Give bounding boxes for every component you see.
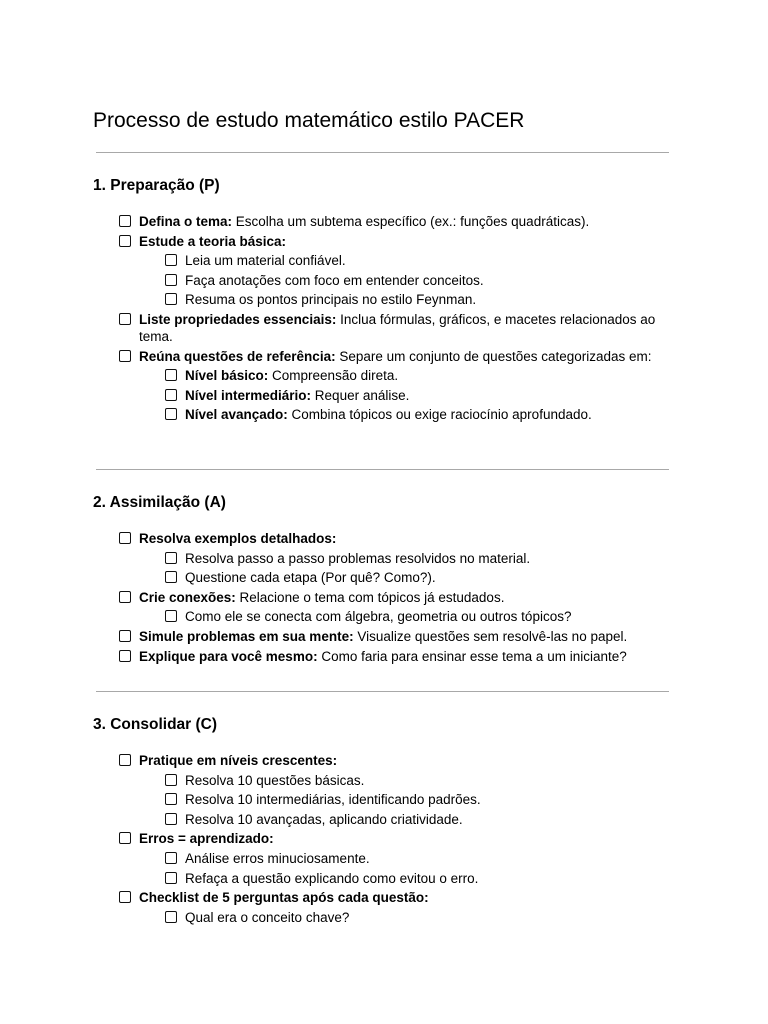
- checklist-item: [93, 648, 673, 665]
- checklist-subitem: [93, 811, 673, 828]
- checklist-subitem: [93, 850, 673, 867]
- divider: [96, 691, 669, 692]
- checkbox[interactable]: [119, 313, 131, 325]
- checkbox[interactable]: [165, 274, 177, 286]
- item-text: Qual era o conceito chave?: [185, 909, 350, 925]
- item-label: Resolva exemplos detalhados:: [139, 531, 337, 546]
- checkbox[interactable]: [165, 254, 177, 266]
- item-text: Relacione o tema com tópicos já estudados.: [235, 589, 505, 605]
- checklist-item: [93, 311, 671, 345]
- item-text: Análise erros minuciosamente.: [185, 850, 370, 866]
- item-label: Nível básico:: [185, 368, 269, 384]
- checkbox[interactable]: [119, 650, 131, 662]
- checklist-subitem: [93, 252, 673, 269]
- checkbox[interactable]: [119, 891, 131, 903]
- checkbox[interactable]: [165, 408, 177, 420]
- item-text: Resolva 10 questões básicas.: [185, 772, 365, 788]
- item-text: Requer análise.: [311, 387, 410, 403]
- checklist-item: [93, 628, 673, 645]
- checklist-preparacao: [93, 213, 673, 426]
- item-text: Resolva 10 avançadas, aplicando criatividade.: [185, 811, 463, 827]
- checkbox[interactable]: [165, 774, 177, 786]
- item-text: Faça anotações com foco em entender conceitos.: [185, 272, 484, 288]
- document-title: Processo de estudo matemático estilo PACER: [93, 109, 525, 132]
- checkbox[interactable]: [119, 215, 131, 227]
- checkbox[interactable]: [119, 754, 131, 766]
- checklist-subitem: [93, 870, 673, 887]
- item-text: Compreensão direta.: [268, 368, 399, 384]
- checklist-consolidar: [93, 752, 673, 928]
- item-text: Combina tópicos ou exige raciocínio aprofundado.: [287, 407, 592, 423]
- item-label: Pratique em níveis crescentes:: [139, 753, 338, 768]
- section-heading-assimilacao: 2. Assimilação (A): [93, 494, 226, 511]
- item-text: Inclua fórmulas, gráficos, e macetes relacionados ao tema.: [139, 311, 656, 344]
- checkbox[interactable]: [119, 832, 131, 844]
- checklist-subitem: [93, 569, 673, 586]
- item-label: Reúna questões de referência:: [139, 348, 336, 364]
- item-text: Visualize questões sem resolvê-las no papel.: [353, 628, 628, 644]
- item-text: Como ele se conecta com álgebra, geometria ou outros tópicos?: [185, 609, 572, 625]
- checkbox[interactable]: [165, 852, 177, 864]
- item-text: Como faria para ensinar esse tema a um iniciante?: [317, 648, 627, 664]
- checkbox[interactable]: [119, 350, 131, 362]
- section-heading-preparacao: 1. Preparação (P): [93, 177, 220, 194]
- item-text: Questione cada etapa (Por quê? Como?).: [185, 570, 436, 586]
- item-label: Nível intermediário:: [185, 387, 312, 403]
- checkbox[interactable]: [165, 911, 177, 923]
- item-text: Resolva passo a passo problemas resolvidos no material.: [185, 550, 531, 566]
- checkbox[interactable]: [165, 389, 177, 401]
- checklist-item: [93, 752, 673, 769]
- checklist-subitem: [93, 291, 673, 308]
- checkbox[interactable]: [119, 630, 131, 642]
- item-text: Escolha um subtema específico (ex.: funções quadráticas).: [232, 214, 590, 229]
- checklist-subitem: [93, 387, 673, 404]
- checklist-subitem: [93, 772, 673, 789]
- item-label: Defina o tema:: [139, 214, 233, 229]
- item-label: Liste propriedades essenciais:: [139, 311, 337, 327]
- checklist-item: [93, 348, 673, 365]
- checklist-item: [93, 589, 673, 606]
- checkbox[interactable]: [119, 235, 131, 247]
- checklist-item: [93, 530, 673, 547]
- checkbox[interactable]: [165, 793, 177, 805]
- item-label: Nível avançado:: [185, 407, 288, 423]
- item-text: Leia um material confiável.: [185, 253, 346, 269]
- item-text: Resolva 10 intermediárias, identificando padrões.: [185, 792, 481, 808]
- item-label: Erros = aprendizado:: [139, 831, 274, 847]
- checklist-subitem: [93, 909, 673, 926]
- checkbox[interactable]: [165, 571, 177, 583]
- item-text: Refaça a questão explicando como evitou o erro.: [185, 870, 479, 886]
- item-label: Simule problemas em sua mente:: [139, 628, 354, 644]
- checklist-subitem: [93, 791, 673, 808]
- section-heading-consolidar: 3. Consolidar (C): [93, 716, 218, 733]
- checkbox[interactable]: [165, 552, 177, 564]
- checklist-item: [93, 889, 673, 906]
- item-text: Resuma os pontos principais no estilo Feynman.: [185, 292, 477, 308]
- checkbox[interactable]: [165, 293, 177, 305]
- divider: [96, 152, 669, 153]
- item-text: Separe um conjunto de questões categorizadas em:: [335, 348, 652, 364]
- checklist-subitem: [93, 608, 673, 625]
- checklist-subitem: [93, 406, 673, 423]
- checkbox[interactable]: [165, 872, 177, 884]
- item-label: Checklist de 5 perguntas após cada questão:: [139, 890, 429, 906]
- item-label: Estude a teoria básica:: [139, 233, 287, 249]
- checklist-item: [93, 233, 673, 250]
- checkbox[interactable]: [119, 591, 131, 603]
- item-label: Crie conexões:: [139, 589, 236, 605]
- checklist-item: [93, 213, 673, 230]
- checkbox[interactable]: [165, 369, 177, 381]
- checkbox[interactable]: [165, 813, 177, 825]
- checkbox[interactable]: [119, 532, 131, 544]
- checkbox[interactable]: [165, 610, 177, 622]
- item-label: Explique para você mesmo:: [139, 648, 318, 664]
- checklist-assimilacao: [93, 530, 673, 667]
- checklist-subitem: [93, 367, 673, 384]
- checklist-subitem: [93, 272, 673, 289]
- checklist-item: [93, 830, 673, 847]
- divider: [96, 469, 669, 470]
- checklist-subitem: [93, 550, 673, 567]
